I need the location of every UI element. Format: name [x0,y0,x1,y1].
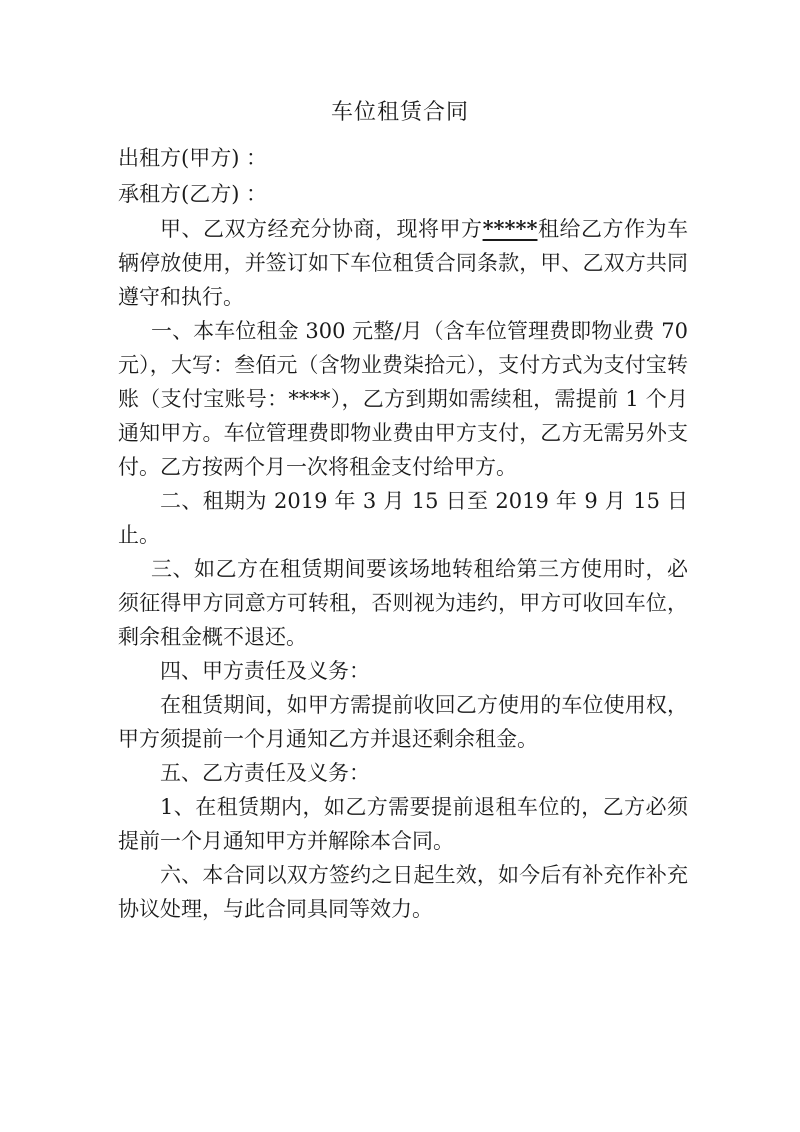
lessee-line: 承租方(乙方) ： [118,182,268,206]
masked-location: ***** [482,216,538,241]
intro-paragraph [118,212,688,314]
clause-4-body: 在租赁期间，如甲方需提前收回乙方使用的车位使用权，甲方须提前一个月通知乙方并退还剩余租金。 [118,693,688,751]
clause-3-sublease: 三、如乙方在租赁期间要该场地转租给第三方使用时，必须征得甲方同意方可转租，否则视为违约，甲方可收回车位，剩余租金概不退还。 [118,557,688,649]
intro-text-after: 租给乙方作为车辆停放使用，并签订如下车位租赁合同条款，甲、乙双方共同遵守和执行。 [118,217,689,309]
contract-body [118,212,688,926]
clause-2-term: 二、租期为 2019 年 3 月 15 日至 2019 年 9 月 15 日止。 [118,489,688,547]
clause-5-heading: 五、乙方责任及义务： [160,761,370,785]
document-title: 车位租赁合同 [330,100,469,125]
clause-6-effect: 六、本合同以双方签约之日起生效，如今后有补充作补充协议处理，与此合同具同等效力。 [118,863,688,921]
clause-4-heading: 四、甲方责任及义务： [160,659,370,683]
clause-5-body: 1、在租赁期内，如乙方需要提前退租车位的，乙方必须提前一个月通知甲方并解除本合同。 [118,795,688,853]
lessor-line: 出租方(甲方) ： [118,146,268,170]
clause-1-rent: 一、本车位租金 300 元整/月（含车位管理费即物业费 70 元），大写：叁佰元（含物业费柒拾元），支付方式为支付宝转账（支付宝账号：****），乙方到期如需续租，需提前 1 个月通知甲方。车位管理费即物业费由甲方支付，乙方无需另外支付。乙方按两个月一次将租金支付给甲方。 [118,319,688,479]
intro-text-before: 甲、乙双方经充分协商，现将甲方 [160,217,483,241]
